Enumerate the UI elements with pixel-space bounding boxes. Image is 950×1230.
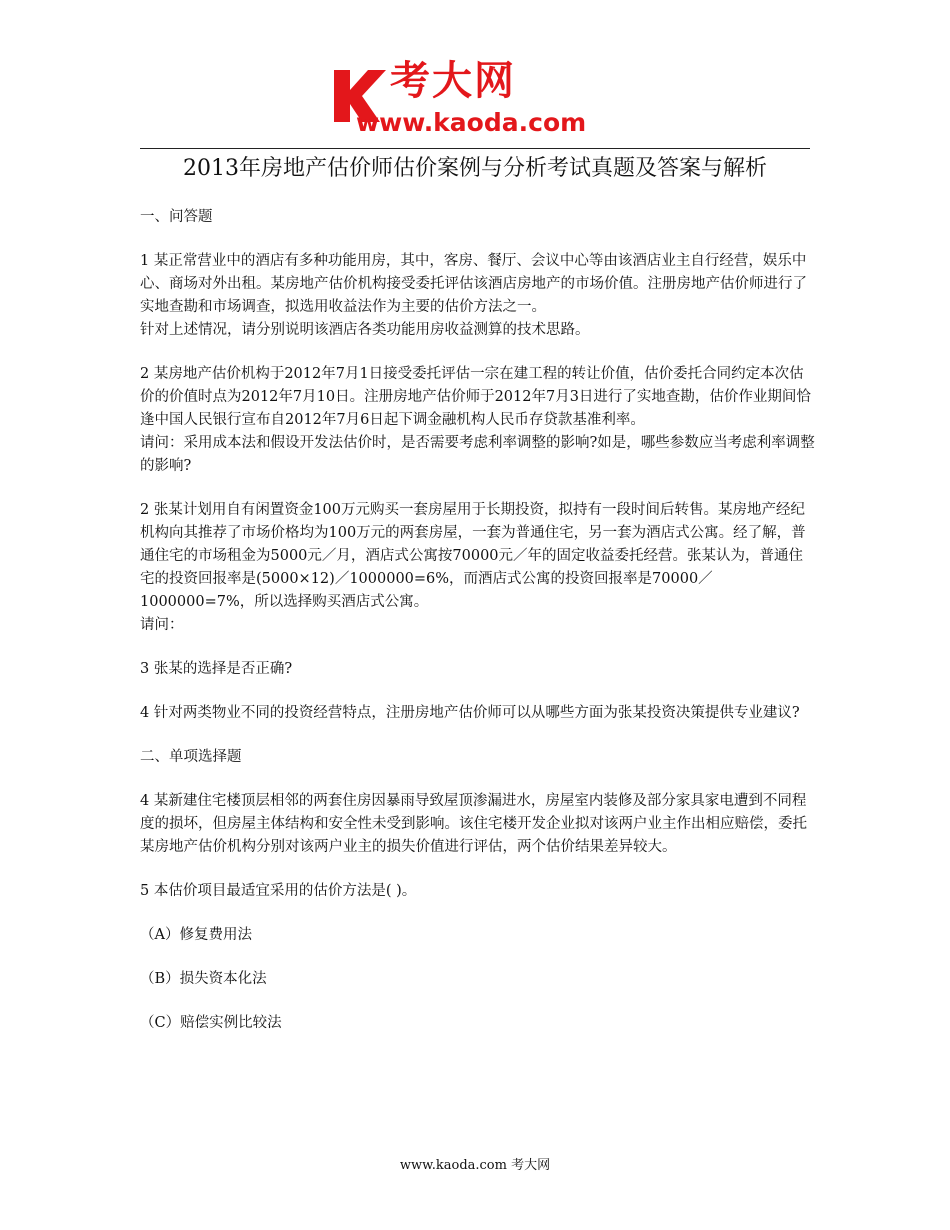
question-1-ask: 针对上述情况，请分别说明该酒店各类功能用房收益测算的技术思路。 — [140, 322, 590, 338]
question-6-text: 4 某新建住宅楼顶层相邻的两套住房因暴雨导致屋顶渗漏进水，房屋室内装修及部分家具家电遭到不同程度的损坏，但房屋主体结构和安全性未受到影响。该住宅楼开发企业拟对该两户业主作出相应赔偿，委托某房地产估价机构分别对该两户业主的损失价值进行评估，两个估价结果差异较大。 — [140, 793, 807, 855]
page-footer: www.kaoda.com 考大网 — [399, 1158, 551, 1173]
question-5-text: 4 针对两类物业不同的投资经营特点，注册房地产估价师可以从哪些方面为张某投资决策提供专业建议? — [140, 705, 800, 721]
section-heading-single-choice: 二、单项选择题 — [140, 749, 242, 765]
page-title: 2013年房地产估价师估价案例与分析考试真题及答案与解析 — [183, 156, 767, 181]
document-body — [140, 206, 816, 1056]
question-3-ask: 请问： — [140, 617, 184, 633]
question-2-text: 2 某房地产估价机构于2012年7月1日接受委托评估一宗在建工程的转让价值，估价委托合同约定本次估价的价值时点为2012年7月10日。注册房地产估价师于2012年7月3日进行了实地查勘，估价作业期间恰逢中国人民银行宣布自2012年7月6日起下调金融机构人民币存贷款基准利率。 — [140, 366, 811, 428]
logo-url-text: www.kaoda.com — [356, 108, 587, 137]
question-2-ask: 请问：采用成本法和假设开发法估价时，是否需要考虑利率调整的影响?如是，哪些参数应当考虑利率调整的影响? — [140, 435, 815, 474]
option-b: （B）损失资本化法 — [140, 971, 267, 987]
option-a: （A）修复费用法 — [140, 927, 252, 943]
question-1-text: 1 某正常营业中的酒店有多种功能用房，其中，客房、餐厅、会议中心等由该酒店业主自行经营，娱乐中心、商场对外出租。某房地产估价机构接受委托评估该酒店房地产的市场价值。注册房地产估价师进行了实地查勘和市场调查，拟选用收益法作为主要的估价方法之一。 — [140, 253, 807, 315]
option-c: （C）赔偿实例比较法 — [140, 1015, 282, 1031]
question-3-text: 2 张某计划用自有闲置资金100万元购买一套房屋用于长期投资，拟持有一段时间后转售。某房地产经纪机构向其推荐了市场价格均为100万元的两套房屋，一套为普通住宅，另一套为酒店式公寓。经了解，普通住宅的市场租金为5000元／月，酒店式公寓按70000元／年的固定收益委托经营。张某认为，普通住宅的投资回报率是(5000×12)／1000000=6%，而酒店式公寓的投资回报率是70000／1000000=7%，所以选择购买酒店式公寓。 — [140, 502, 806, 610]
kaoda-logo — [328, 56, 638, 144]
header-rule — [140, 148, 810, 149]
section-heading-qa: 一、问答题 — [140, 209, 213, 225]
question-4-text: 3 张某的选择是否正确? — [140, 661, 293, 677]
question-7-text: 5 本估价项目最适宜采用的估价方法是( )。 — [140, 883, 417, 899]
logo-cn-text: 考大网 — [390, 58, 516, 104]
